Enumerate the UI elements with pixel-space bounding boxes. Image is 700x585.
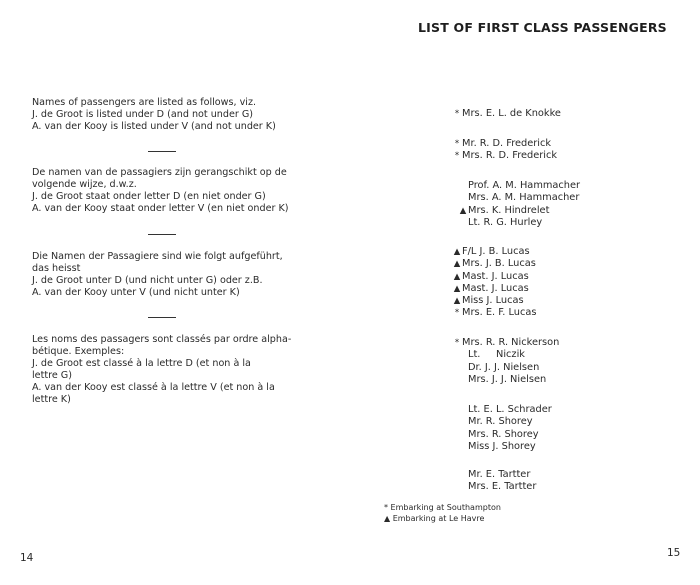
passenger-row: [468, 349, 565, 361]
right-page: [350, 0, 700, 585]
passenger-row: [453, 246, 537, 258]
intro-dutch: [32, 167, 300, 215]
embark-mark: *: [454, 151, 460, 162]
passenger-row: [468, 429, 552, 441]
passenger-name: Mrs. E. Tartter: [468, 481, 537, 493]
passenger-group: [454, 138, 558, 163]
passenger-name: Prof. A. M. Hammacher: [468, 180, 581, 191]
passenger-row: [468, 180, 580, 192]
text-line: das heisst: [32, 263, 81, 274]
text-line: lettre G): [32, 370, 72, 381]
passenger-row: [468, 481, 536, 493]
text-line: A. van der Kooy est classé à la lettre V (et non à la: [32, 382, 275, 393]
embark-mark: ▲: [453, 271, 461, 282]
passenger-row: [454, 138, 557, 150]
passenger-name: Mr. R. D. Frederick: [462, 138, 552, 149]
passenger-row: [468, 404, 552, 416]
passenger-group: [454, 108, 561, 120]
passenger-name: Miss J. Lucas: [462, 295, 524, 306]
text-line: J. de Groot est classé à la lettre D (et non à la: [32, 358, 251, 369]
passenger-row: [468, 192, 580, 204]
passenger-row: [459, 204, 580, 217]
passenger-name: Mrs. E. L. de Knokke: [462, 108, 561, 119]
passenger-name: Mrs. K. Hindrelet: [468, 204, 550, 216]
passenger-name: Miss J. Shorey: [468, 440, 536, 452]
text-line: J. de Groot unter D (und nicht unter G) oder z.B.: [32, 275, 263, 286]
passenger-group: [468, 404, 552, 453]
text-line: Les noms des passagers sont classés par ordre alpha-: [32, 334, 292, 345]
embark-mark: ▲: [453, 283, 461, 294]
text-line: lettre K): [32, 394, 71, 405]
passenger-row: [468, 469, 536, 481]
text-line: bétique. Exemples:: [32, 346, 125, 357]
text-line: J. de Groot staat onder letter D (en niet onder G): [32, 191, 266, 202]
text-line: A. van der Kooy unter V (und nicht unter K): [32, 287, 240, 298]
intro-english: [32, 97, 300, 133]
passenger-row: [468, 441, 552, 453]
passenger-row: [454, 307, 537, 319]
footnote-southampton: * Embarking at Southampton: [384, 503, 501, 512]
passenger-group: [454, 337, 560, 386]
text-line: A. van der Kooy staat onder letter V (en niet onder K): [32, 203, 289, 214]
embark-mark: *: [454, 109, 460, 119]
section-divider: [148, 317, 176, 318]
intro-french: [32, 334, 300, 406]
passenger-row: [454, 150, 558, 162]
section-divider: [148, 151, 176, 152]
embark-mark: *: [454, 139, 460, 149]
passenger-group: [459, 180, 581, 229]
page-number-right: 15: [667, 547, 681, 559]
passenger-name: Mrs. J. J. Nielsen: [468, 373, 547, 385]
passenger-name: Mast. J. Lucas: [462, 270, 529, 282]
passenger-name: F/L J. B. Lucas: [462, 246, 530, 257]
passenger-name: Mast. J. Lucas: [462, 282, 529, 294]
text-line: De namen van de passagiers zijn gerangschikt op de: [32, 167, 287, 178]
passenger-name: Lt. R. G. Hurley: [468, 216, 543, 228]
embark-mark: ▲: [453, 296, 461, 306]
text-line: J. de Groot is listed under D (and not under G): [32, 109, 254, 120]
passenger-name: Mr. E. Tartter: [468, 469, 531, 480]
embark-mark: ▲: [453, 247, 461, 257]
passenger-name: Mrs. J. B. Lucas: [462, 258, 536, 270]
passenger-row: [454, 108, 561, 120]
text-line: A. van der Kooy is listed under V (and not under K): [32, 121, 276, 132]
passenger-row: [453, 295, 537, 307]
passenger-row: [453, 270, 537, 283]
embark-mark: *: [454, 308, 460, 319]
passenger-row: [468, 217, 580, 229]
passenger-name: Mrs. R. R. Nickerson: [462, 337, 560, 348]
passenger-name: Lt. Niczik: [468, 349, 525, 361]
page-title: LIST OF FIRST CLASS PASSENGERS: [418, 20, 667, 35]
passenger-row: [468, 362, 565, 374]
passenger-row: [453, 258, 537, 270]
passenger-row: [454, 337, 560, 349]
passenger-name: Dr. J. J. Nielsen: [468, 361, 540, 373]
embark-mark: ▲: [459, 205, 467, 216]
passenger-name: Mrs. R. Shorey: [468, 428, 539, 440]
page-number-left: 14: [20, 552, 34, 564]
passenger-name: Mr. R. Shorey: [468, 416, 533, 428]
passenger-group: [468, 469, 536, 494]
embark-mark: ▲: [453, 259, 461, 270]
passenger-name: Lt. E. L. Schrader: [468, 404, 552, 415]
passenger-name: Mrs. R. D. Frederick: [462, 150, 558, 162]
text-line: Die Namen der Passagiere sind wie folgt aufgeführt,: [32, 251, 283, 262]
passenger-name: Mrs. E. F. Lucas: [462, 307, 537, 319]
passenger-row: [468, 416, 552, 428]
embark-mark: *: [454, 338, 460, 348]
passenger-name: Mrs. A. M. Hammacher: [468, 192, 580, 204]
section-divider: [148, 234, 176, 235]
text-line: volgende wijze, d.w.z.: [32, 179, 137, 190]
text-line: Names of passengers are listed as follows, viz.: [32, 97, 257, 108]
footnote-le-havre: ▲ Embarking at Le Havre: [384, 514, 485, 523]
passenger-row: [453, 282, 537, 295]
passenger-group: [453, 246, 537, 320]
intro-german: [32, 251, 300, 299]
passenger-row: [468, 374, 565, 386]
